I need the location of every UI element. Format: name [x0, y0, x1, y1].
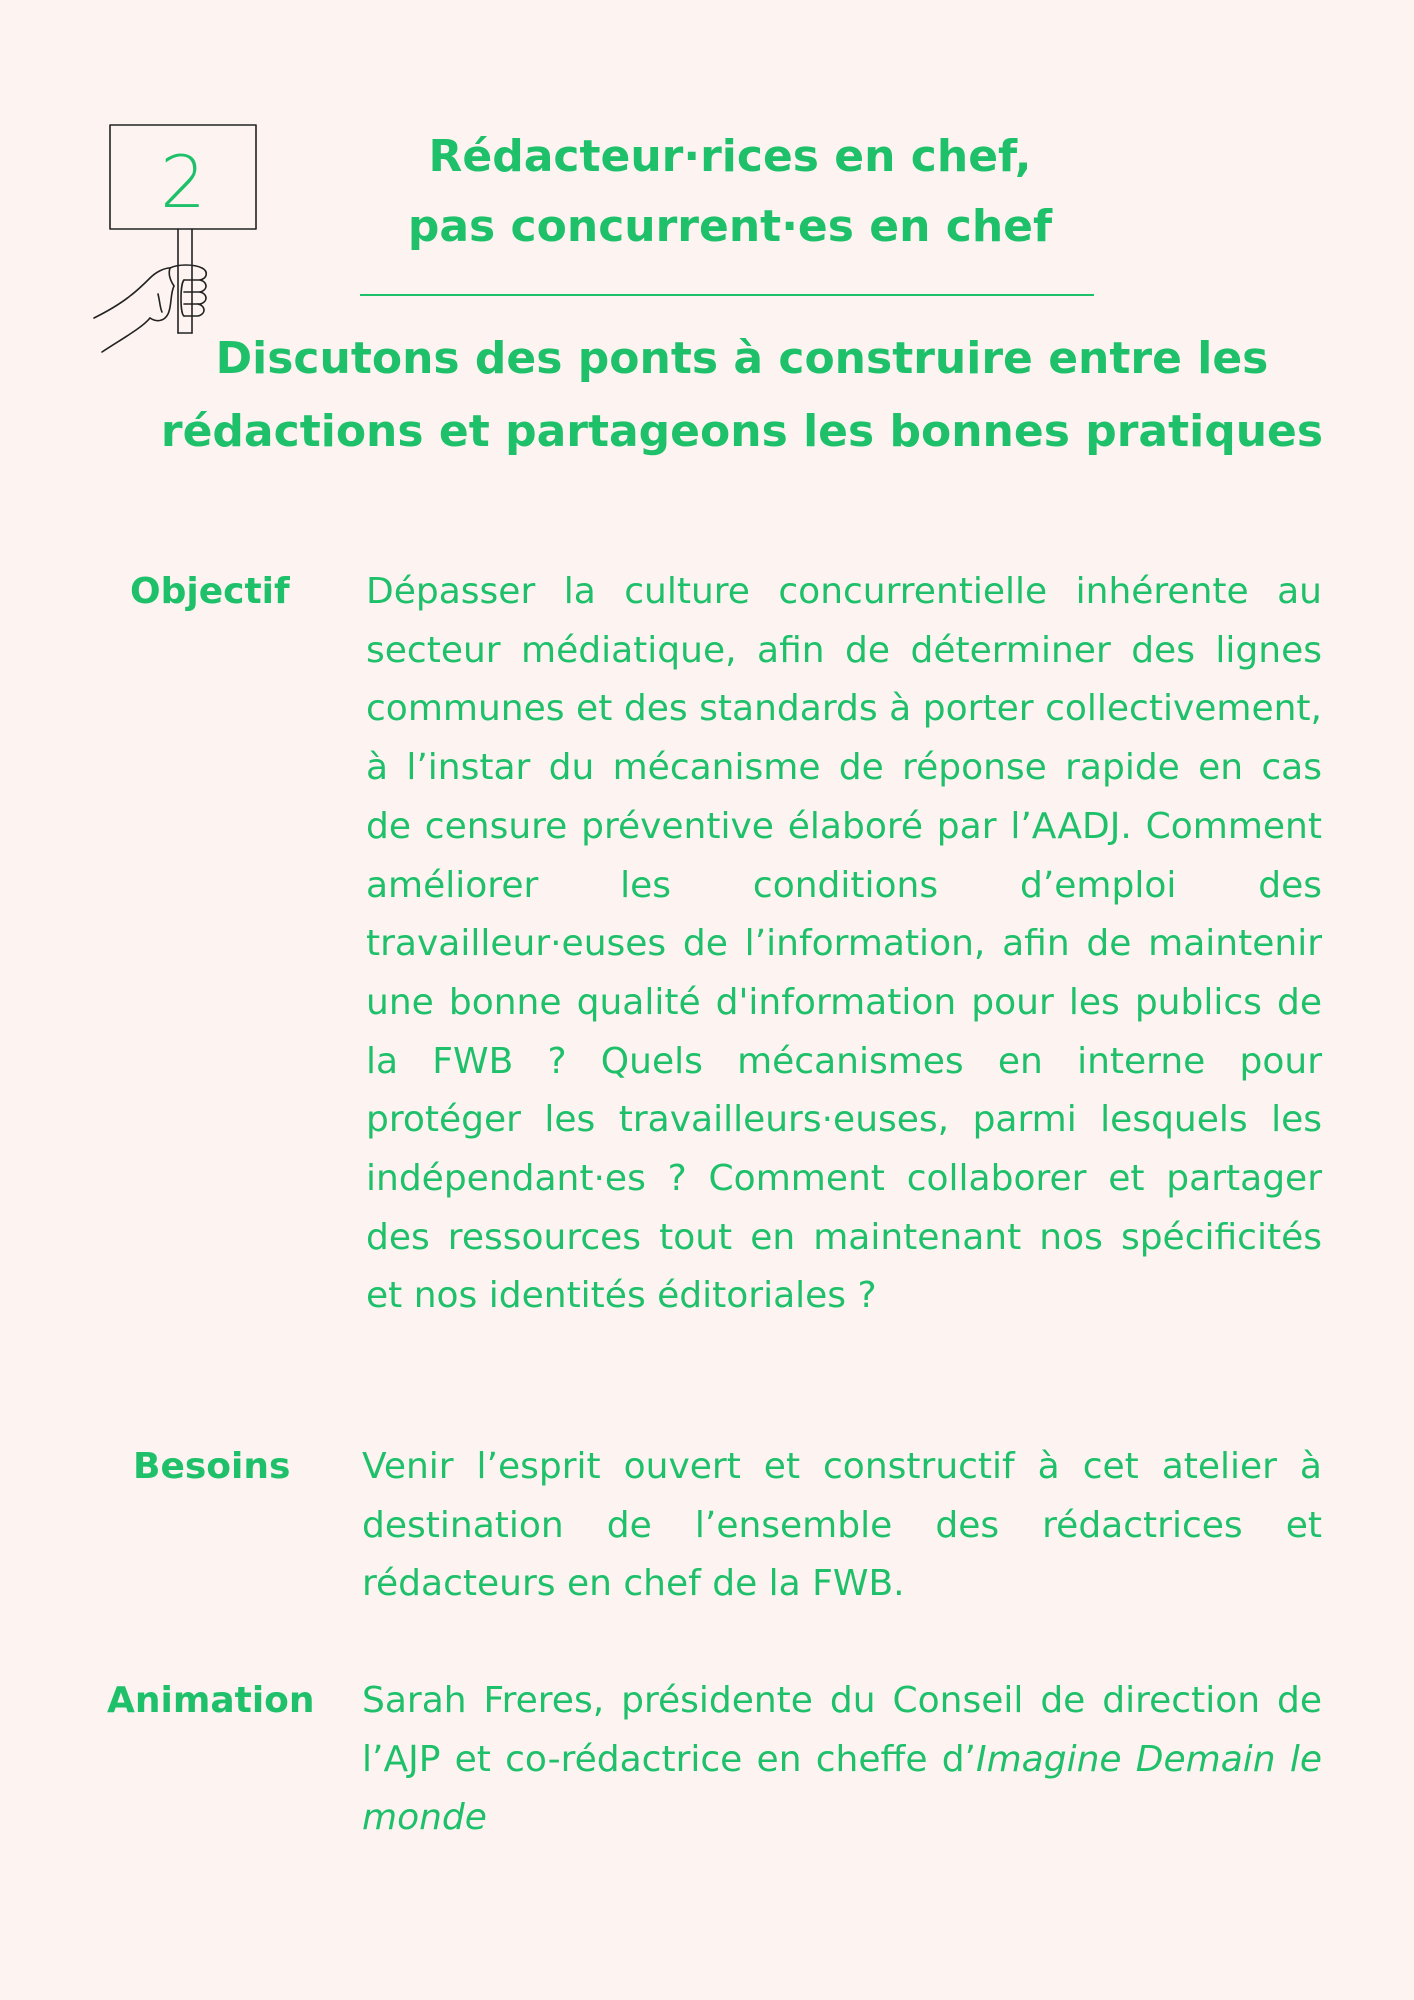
animation-label: Animation	[107, 1680, 315, 1721]
page-subtitle	[100, 322, 1384, 468]
page-title	[360, 122, 1100, 262]
subtitle-line-2: rédactions et partageons les bonnes pratiques	[160, 406, 1324, 457]
objectif-label: Objectif	[130, 571, 290, 612]
sign-number: 2	[160, 140, 206, 224]
title-divider	[360, 294, 1094, 296]
objectif-text: Dépasser la culture concurrentielle inhérente au secteur médiatique, afin de déterminer des lignes communes et des standards à porter collectivement, à l’instar du mécanisme de réponse rapide en cas de censure préventive élaboré par l’AADJ. Comment améliorer les conditions d’emploi des travailleur·euses de l’information, afin de maintenir une bonne qualité d'information pour les publics de la FWB ? Quels mécanismes en interne pour protéger les travailleurs·euses, parmi lesquels les indépendant·es ? Comment collaborer et partager des ressources tout en maintenant nos spécificités et nos identités éditoriales ?	[366, 571, 1322, 1317]
besoins-label: Besoins	[133, 1446, 291, 1487]
animation-text-plain: Sarah Freres, présidente du Conseil de direction de l’AJP et co-rédactrice en cheffe d’	[362, 1680, 1322, 1780]
subtitle-line-1: Discutons des ponts à construire entre les	[215, 333, 1269, 384]
title-line-1: Rédacteur·rices en chef,	[428, 131, 1032, 182]
title-line-2: pas concurrent·es en chef	[407, 201, 1053, 252]
besoins-text: Venir l’esprit ouvert et constructif à cet atelier à destination de l’ensemble des rédactrices et rédacteurs en chef de la FWB.	[362, 1446, 1322, 1605]
animation-publication-title: Imagine Demain le monde	[362, 1738, 1322, 1839]
animation-text	[362, 1672, 1322, 1848]
